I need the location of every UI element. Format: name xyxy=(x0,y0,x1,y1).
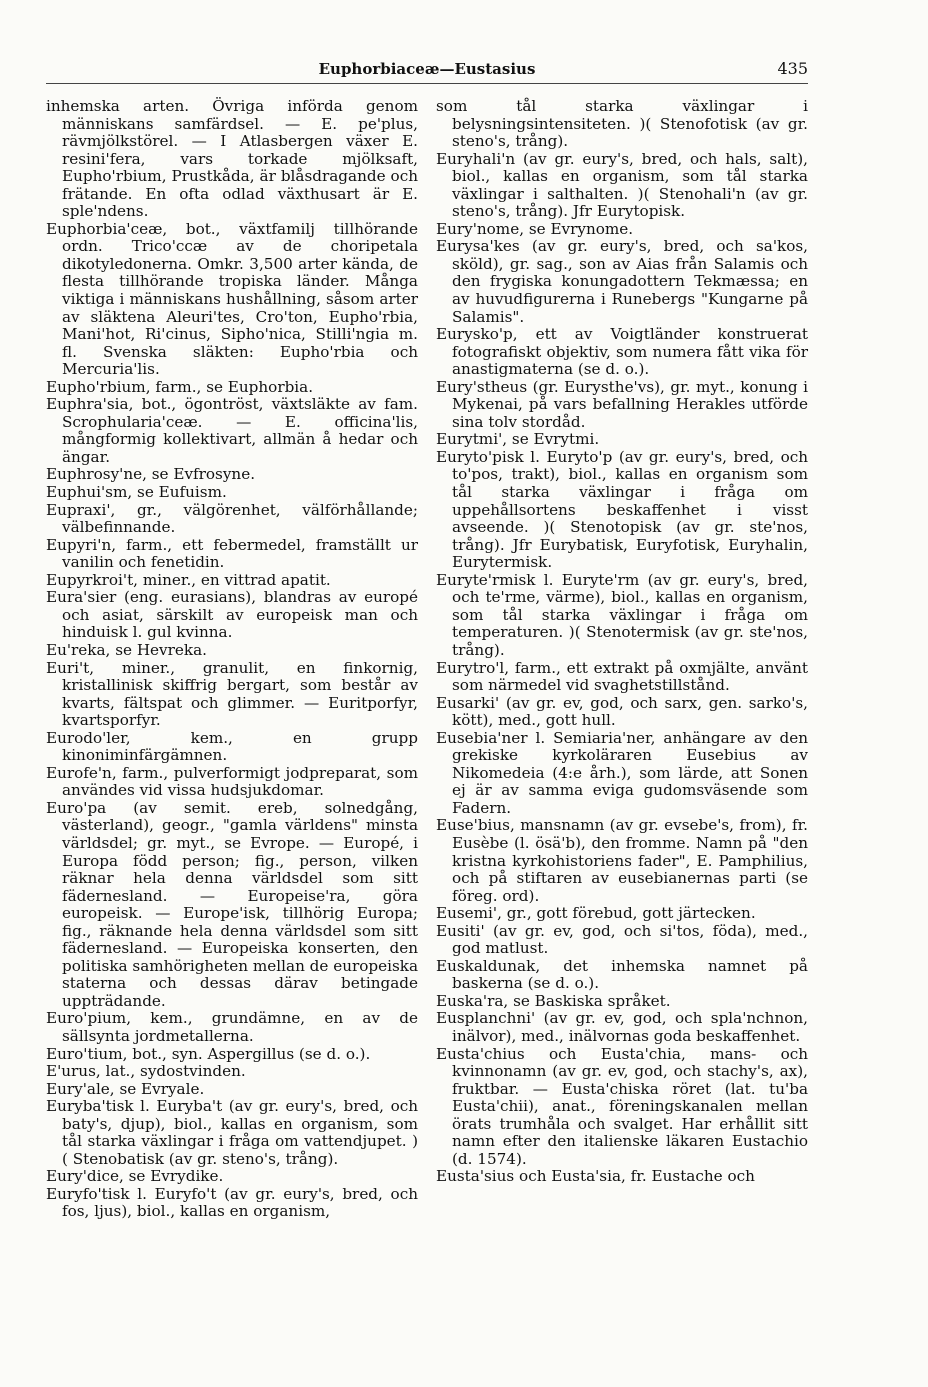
dictionary-entry: Euro'tium, bot., syn. Aspergillus (se d. o.). xyxy=(46,1044,371,1063)
dictionary-entry: Euphui'sm, se Eufuism. xyxy=(46,483,227,502)
dictionary-entry: Eusta'chius och Eusta'chia, mans- och kvinnonamn (av gr. ev, god, och stachy's, ax), fruktbar. — Eusta'chiska röret (lat. tu'ba Eusta'chii), anat., föreningskanalen mellan örats trumhåla och svalget. Har erhållit sitt namn efter den italienske läkaren Eustachio (d. 1574). xyxy=(436,1044,808,1168)
dictionary-entry: Eurofe'n, farm., pulverformigt jodpreparat, som användes vid vissa hudsjukdomar. xyxy=(46,763,418,800)
dictionary-entry: Eupho'rbium, farm., se Euphorbia. xyxy=(46,377,314,396)
dictionary-entry: Euphorbia'ceæ, bot., växtfamilj tillhörande ordn. Trico'ccæ av de choripetala dikotyledonerna. Omkr. 3,500 arter kända, de flesta tillhörande tropiska länder. Många viktiga i människans hushållning, såsom arter av släktena Aleuri'tes, Cro'ton, Eupho'rbia, Mani'hot, Ri'cinus, Sipho'nica, Stilli'ngia m. fl. Svenska släkten: Eupho'rbia och Mercuria'lis. xyxy=(46,219,418,379)
dictionary-entry: Eupraxi', gr., välgörenhet, välförhållande; välbefinnande. xyxy=(46,500,418,537)
dictionary-entry: Eura'sier (eng. eurasians), blandras av europé och asiat, särskilt av europeisk man och hinduisk l. gul kvinna. xyxy=(46,588,418,642)
dictionary-entry: Eusarki' (av gr. ev, god, och sarx, gen. sarko's, kött), med., gott hull. xyxy=(436,693,808,730)
dictionary-entry: Euri't, miner., granulit, en finkornig, kristallinisk skiffrig bergart, som består av kvarts, fältspat och glimmer. — Euritporfyr, kvartsporfyr. xyxy=(46,658,418,730)
dictionary-entry: som tål starka växlingar i belysningsintensiteten. )( Stenofotisk (av gr. steno's, trång). xyxy=(436,97,808,151)
dictionary-entry: inhemska arten. Övriga införda genom människans samfärdsel. — E. pe'plus, rävmjölkstörel. — I Atlasbergen växer E. resini'fera, vars torkade mjölksaft, Eupho'rbium, Prustkåda, är blåsdragande och frätande. En ofta odlad växthusart är E. sple'ndens. xyxy=(46,97,418,221)
right-column xyxy=(436,98,808,1186)
dictionary-entry: Eury'nome, se Evrynome. xyxy=(436,219,634,238)
page-header xyxy=(46,58,808,80)
dictionary-entry: Eusta'sius och Eusta'sia, fr. Eustache och xyxy=(436,1167,755,1186)
header-rule xyxy=(46,83,808,84)
dictionary-entry: Eurytro'l, farm., ett extrakt på oxmjälte, använt som närmedel vid svaghetstillstånd. xyxy=(436,658,808,695)
dictionary-entry: Euryto'pisk l. Euryto'p (av gr. eury's, bred, och to'pos, trakt), biol., kallas en organism som tål starka växlingar i fråga om uppehållsortens beskaffenhet i visst avseende. )( Stenotopisk (av gr. ste'nos, trång). Jfr Eurybatisk, Euryfotisk, Euryhalin, Eurytermisk. xyxy=(436,447,808,572)
dictionary-entry: Euryfo'tisk l. Euryfo't (av gr. eury's, bred, och fos, ljus), biol., kallas en organism, xyxy=(46,1184,418,1221)
dictionary-entry: Eupyrkroi't, miner., en vittrad apatit. xyxy=(46,570,331,589)
dictionary-entry: Euro'pa (av semit. ereb, solnedgång, västerland), geogr., "gamla världens" minsta världsdel; gr. myt., se Evrope. — Europé, i Europa född person; fig., person, vilken räknar hela denna världsdel som sitt fädernesland. — Europeise'ra, göra europeisk. — Europe'isk, tillhörig Europa; fig., räknande hela denna världsdel som sitt fädernesland. — Europeiska konserten, den politiska samhörigheten mellan de europeiska staterna och dessas därav betingade uppträdande. xyxy=(46,798,419,1010)
dictionary-entry: Eupyri'n, farm., ett febermedel, framställt ur vanilin och fenetidin. xyxy=(46,535,418,572)
dictionary-entry: Eusebia'ner l. Semiaria'ner, anhängare av den grekiske kyrkoläraren Eusebius av Nikomedeia (4:e årh.), som lärde, att Sonen ej är av samma eviga gudomsväsende som Fadern. xyxy=(436,728,808,817)
dictionary-entry: Eusiti' (av gr. ev, god, och si'tos, föda), med., god matlust. xyxy=(436,921,808,958)
dictionary-entry: Eurysa'kes (av gr. eury's, bred, och sa'kos, sköld), gr. sag., son av Aias från Salamis och den frygiska konungadottern Tekmæssa; en av huvudfigurerna i Runebergs "Kungarne på Salamis". xyxy=(436,237,808,326)
dictionary-entry: Euphrosy'ne, se Evfrosyne. xyxy=(46,465,256,484)
dictionary-entry: Eury'stheus (gr. Eurysthe'vs), gr. myt., konung i Mykenai, på vars befallning Herakles utförde sina tolv stordåd. xyxy=(436,377,808,431)
dictionary-entry: Euryba'tisk l. Euryba't (av gr. eury's, bred, och baty's, djup), biol., kallas en organism, som tål starka växlingar i fråga om vattendjupet. )( Stenobatisk (av gr. steno's, trång). xyxy=(46,1097,418,1168)
dictionary-entry: Euse'bius, mansnamn (av gr. evsebe's, from), fr. Eusèbe (l. ösä'b), den fromme. Namn på "den kristna kyrkohistoriens fader", E. Pamphilius, och på stiftaren av eusebianernas parti (se föreg. ord). xyxy=(436,816,808,905)
dictionary-entry: E'urus, lat., sydostvinden. xyxy=(46,1062,246,1081)
dictionary-entry: Euryhali'n (av gr. eury's, bred, och hals, salt), biol., kallas en organism, som tål starka växlingar i salthalten. )( Stenohali'n (av gr. steno's, trång). Jfr Eurytopisk. xyxy=(436,149,808,221)
dictionary-entry: Eury'dice, se Evrydike. xyxy=(46,1167,224,1186)
dictionary-entry: Euryte'rmisk l. Euryte'rm (av gr. eury's, bred, och te'rme, värme), biol., kallas en organism, som tål starka växlingar i fråga om temperaturen. )( Stenotermisk (av gr. ste'nos, trång). xyxy=(436,570,808,659)
dictionary-entry: Eurytmi', se Evrytmi. xyxy=(436,430,600,449)
dictionary-entry: Eurysko'p, ett av Voigtländer konstruerat fotografiskt objektiv, som numera fått vika för anastigmaterna (se d. o.). xyxy=(436,325,808,379)
dictionary-entry: Euphra'sia, bot., ögontröst, växtsläkte av fam. Scrophularia'ceæ. — E. officina'lis, mångformig kollektivart, allmän å hedar och ängar. xyxy=(46,395,418,466)
dictionary-entry: Eusplanchni' (av gr. ev, god, och spla'nchnon, inälvor), med., inälvornas goda beskaffenhet. xyxy=(436,1009,808,1045)
dictionary-entry: Eury'ale, se Evryale. xyxy=(46,1079,205,1098)
dictionary-entry: Eurodo'ler, kem., en grupp kinoniminfärgämnen. xyxy=(46,728,418,765)
dictionary-entry: Euro'pium, kem., grundämne, en av de sällsynta jordmetallerna. xyxy=(46,1009,418,1045)
dictionary-entry: Eusemi', gr., gott förebud, gott järtecken. xyxy=(436,904,756,923)
page-number: 435 xyxy=(777,59,808,78)
running-head: Euphorbiaceæ—Eustasius xyxy=(318,60,536,78)
left-column xyxy=(46,98,418,1221)
dictionary-entry: Euskaldunak, det inhemska namnet på baskerna (se d. o.). xyxy=(436,956,808,993)
dictionary-entry: Eu'reka, se Hevreka. xyxy=(46,640,207,659)
dictionary-entry: Euska'ra, se Baskiska språket. xyxy=(436,991,671,1010)
